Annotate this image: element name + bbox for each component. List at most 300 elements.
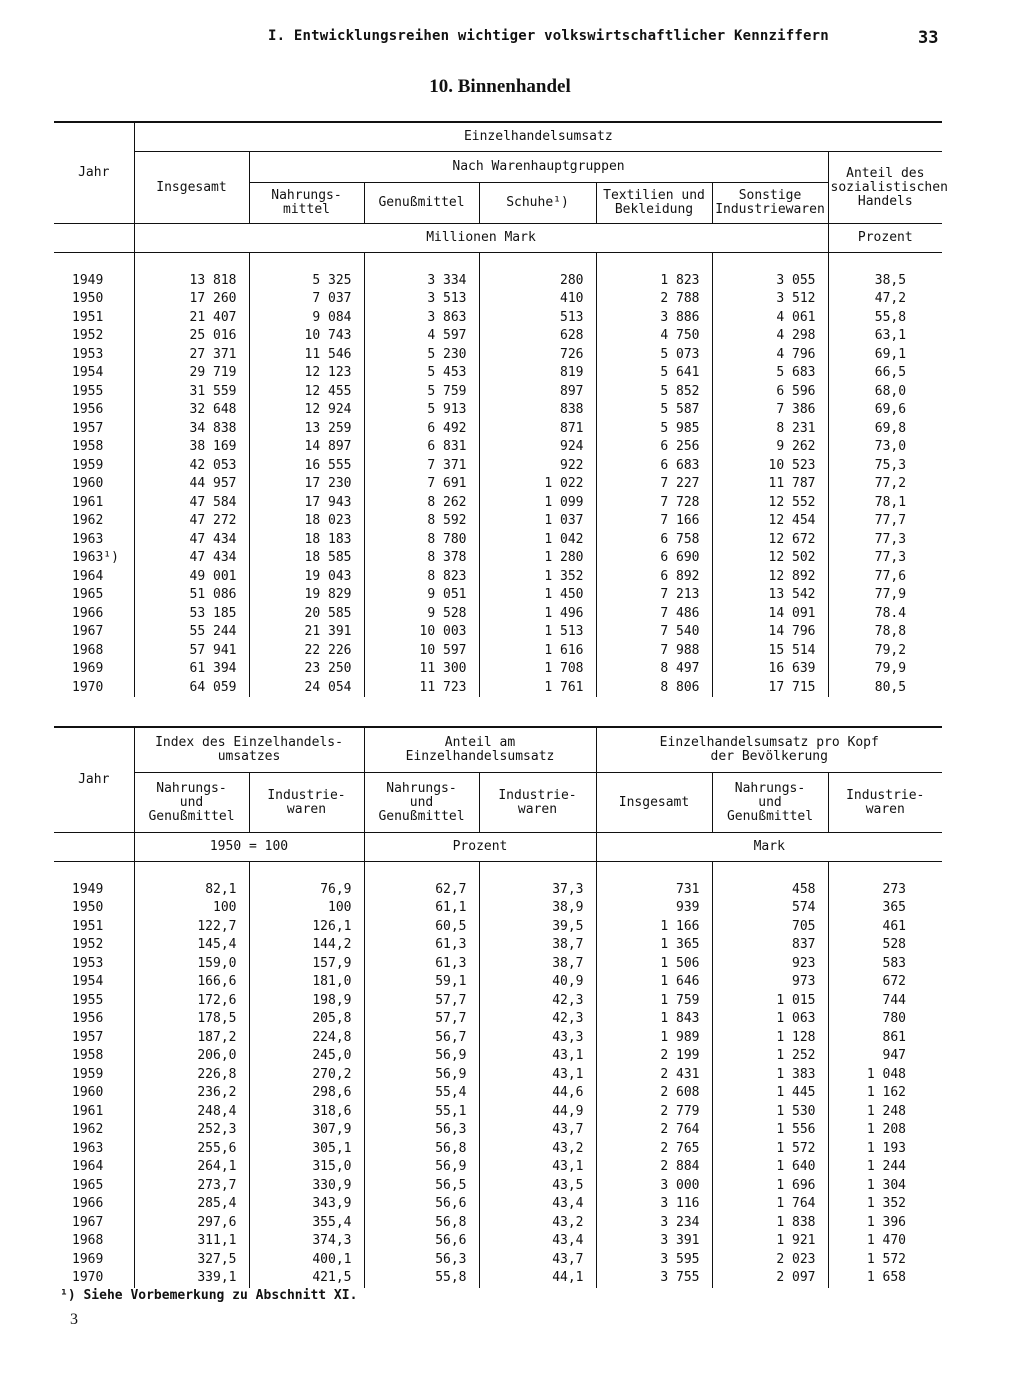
table-row <box>54 457 942 476</box>
value-cell: 1 099 <box>479 494 596 513</box>
value-cell: 2 199 <box>596 1047 712 1066</box>
value-cell: 2 431 <box>596 1066 712 1085</box>
value-cell: 78,8 <box>828 623 942 642</box>
value-cell: 57 941 <box>134 642 249 661</box>
value-cell: 1 383 <box>712 1066 828 1085</box>
table-row <box>54 272 942 291</box>
value-cell: 205,8 <box>249 1010 364 1029</box>
value-cell: 12 502 <box>712 549 828 568</box>
value-cell: 924 <box>479 438 596 457</box>
value-cell: 145,4 <box>134 936 249 955</box>
value-cell: 57,7 <box>364 992 479 1011</box>
value-cell: 11 546 <box>249 346 364 365</box>
value-cell: 69,1 <box>828 346 942 365</box>
table1-body <box>54 253 942 698</box>
value-cell: 861 <box>828 1029 942 1048</box>
value-cell: 298,6 <box>249 1084 364 1103</box>
value-cell: 77,7 <box>828 512 942 531</box>
header-anteil-am: Anteil am Einzelhandelsumsatz <box>364 727 596 773</box>
value-cell: 410 <box>479 290 596 309</box>
value-cell: 343,9 <box>249 1195 364 1214</box>
value-cell: 37,3 <box>479 881 596 900</box>
value-cell: 56,6 <box>364 1195 479 1214</box>
value-cell: 77,3 <box>828 549 942 568</box>
value-cell: 1 063 <box>712 1010 828 1029</box>
year-cell: 1962 <box>72 1122 104 1138</box>
table-index-anteil-kopf <box>54 726 942 1288</box>
value-cell: 73,0 <box>828 438 942 457</box>
value-cell: 1 843 <box>596 1010 712 1029</box>
header-kopf-industrie: Industrie- waren <box>828 773 942 833</box>
year-cell: 1957 <box>72 1029 104 1045</box>
header-jahr: Jahr <box>78 165 110 180</box>
value-cell: 780 <box>828 1010 942 1029</box>
table-row <box>54 549 942 568</box>
value-cell: 17 715 <box>712 679 828 698</box>
value-cell: 1 696 <box>712 1177 828 1196</box>
year-cell: 1955 <box>72 383 104 399</box>
value-cell: 25 016 <box>134 327 249 346</box>
value-cell: 126,1 <box>249 918 364 937</box>
unit-millionen-mark: Millionen Mark <box>134 224 828 253</box>
value-cell: 61 394 <box>134 660 249 679</box>
value-cell: 421,5 <box>249 1269 364 1288</box>
value-cell: 7 988 <box>596 642 712 661</box>
value-cell: 62,7 <box>364 881 479 900</box>
value-cell: 5 759 <box>364 383 479 402</box>
header-anteil-nahrung: Nahrungs- und Genußmittel <box>364 773 479 833</box>
value-cell: 122,7 <box>134 918 249 937</box>
table-row <box>54 955 942 974</box>
value-cell: 819 <box>479 364 596 383</box>
section-title: 10. Binnenhandel <box>429 76 571 97</box>
value-cell: 3 512 <box>712 290 828 309</box>
table-row <box>54 1269 942 1288</box>
year-cell: 1958 <box>72 1048 104 1064</box>
value-cell: 47 434 <box>134 531 249 550</box>
value-cell: 1 244 <box>828 1158 942 1177</box>
year-cell: 1958 <box>72 439 104 455</box>
table-row <box>54 1214 942 1233</box>
year-cell: 1969 <box>72 1251 104 1267</box>
year-cell: 1953 <box>72 346 104 362</box>
value-cell: 1 048 <box>828 1066 942 1085</box>
value-cell: 1 396 <box>828 1214 942 1233</box>
value-cell: 726 <box>479 346 596 365</box>
header-kopf-insgesamt: Insgesamt <box>596 773 712 833</box>
value-cell: 3 334 <box>364 272 479 291</box>
value-cell: 5 587 <box>596 401 712 420</box>
value-cell: 39,5 <box>479 918 596 937</box>
value-cell: 3 000 <box>596 1177 712 1196</box>
value-cell: 1 450 <box>479 586 596 605</box>
value-cell: 226,8 <box>134 1066 249 1085</box>
value-cell: 69,6 <box>828 401 942 420</box>
value-cell: 305,1 <box>249 1140 364 1159</box>
value-cell: 3 513 <box>364 290 479 309</box>
value-cell: 100 <box>249 899 364 918</box>
value-cell: 705 <box>712 918 828 937</box>
table-row <box>54 383 942 402</box>
value-cell: 224,8 <box>249 1029 364 1048</box>
value-cell: 1 193 <box>828 1140 942 1159</box>
value-cell: 23 250 <box>249 660 364 679</box>
value-cell: 42,3 <box>479 992 596 1011</box>
value-cell: 1 646 <box>596 973 712 992</box>
year-cell: 1950 <box>72 900 104 916</box>
header-jahr-spacer <box>54 224 134 253</box>
value-cell: 1 658 <box>828 1269 942 1288</box>
unit-index: 1950 = 100 <box>134 833 364 862</box>
header-schuhe: Schuhe¹) <box>479 183 596 224</box>
value-cell: 6 492 <box>364 420 479 439</box>
value-cell: 78,1 <box>828 494 942 513</box>
value-cell: 6 831 <box>364 438 479 457</box>
value-cell: 11 723 <box>364 679 479 698</box>
table-row <box>54 364 942 383</box>
value-cell: 5 683 <box>712 364 828 383</box>
value-cell: 6 256 <box>596 438 712 457</box>
value-cell: 77,6 <box>828 568 942 587</box>
year-cell: 1964 <box>72 568 104 584</box>
value-cell: 4 796 <box>712 346 828 365</box>
value-cell: 3 863 <box>364 309 479 328</box>
value-cell: 181,0 <box>249 973 364 992</box>
unit-mark: Mark <box>596 833 942 862</box>
table-row <box>54 309 942 328</box>
value-cell: 1 530 <box>712 1103 828 1122</box>
value-cell: 7 386 <box>712 401 828 420</box>
value-cell: 22 226 <box>249 642 364 661</box>
value-cell: 63,1 <box>828 327 942 346</box>
value-cell: 56,9 <box>364 1066 479 1085</box>
value-cell: 5 325 <box>249 272 364 291</box>
spacer-row <box>54 862 942 881</box>
value-cell: 198,9 <box>249 992 364 1011</box>
value-cell: 56,5 <box>364 1177 479 1196</box>
value-cell: 838 <box>479 401 596 420</box>
value-cell: 248,4 <box>134 1103 249 1122</box>
year-cell: 1970 <box>72 1270 104 1286</box>
value-cell: 38,7 <box>479 936 596 955</box>
value-cell: 14 897 <box>249 438 364 457</box>
signature-mark: 3 <box>70 1311 78 1328</box>
header-jahr-2-spacer <box>54 833 134 862</box>
header-insgesamt: Insgesamt <box>134 152 249 224</box>
table-row <box>54 1158 942 1177</box>
value-cell: 56,9 <box>364 1047 479 1066</box>
value-cell: 3 234 <box>596 1214 712 1233</box>
value-cell: 365 <box>828 899 942 918</box>
value-cell: 5 230 <box>364 346 479 365</box>
value-cell: 12 455 <box>249 383 364 402</box>
value-cell: 6 596 <box>712 383 828 402</box>
value-cell: 38,9 <box>479 899 596 918</box>
value-cell: 55,1 <box>364 1103 479 1122</box>
value-cell: 61,3 <box>364 955 479 974</box>
year-cell: 1954 <box>72 365 104 381</box>
running-head: I. Entwicklungsreihen wichtiger volkswirtschaftlicher Kennziffern <box>268 28 829 44</box>
value-cell: 100 <box>134 899 249 918</box>
value-cell: 13 818 <box>134 272 249 291</box>
value-cell: 55 244 <box>134 623 249 642</box>
spacer-row <box>54 253 942 272</box>
value-cell: 55,4 <box>364 1084 479 1103</box>
value-cell: 42,3 <box>479 1010 596 1029</box>
value-cell: 47 272 <box>134 512 249 531</box>
value-cell: 56,9 <box>364 1158 479 1177</box>
value-cell: 43,1 <box>479 1158 596 1177</box>
value-cell: 43,1 <box>479 1066 596 1085</box>
value-cell: 4 061 <box>712 309 828 328</box>
header-nach-warenhauptgruppen: Nach Warenhauptgruppen <box>249 152 828 183</box>
value-cell: 43,3 <box>479 1029 596 1048</box>
value-cell: 79,9 <box>828 660 942 679</box>
table-row <box>54 420 942 439</box>
value-cell: 66,5 <box>828 364 942 383</box>
value-cell: 7 371 <box>364 457 479 476</box>
year-cell: 1949 <box>72 272 104 288</box>
value-cell: 159,0 <box>134 955 249 974</box>
year-cell: 1966 <box>72 1196 104 1212</box>
value-cell: 7 486 <box>596 605 712 624</box>
value-cell: 1 352 <box>828 1195 942 1214</box>
value-cell: 56,8 <box>364 1214 479 1233</box>
year-cell: 1956 <box>72 1011 104 1027</box>
value-cell: 77,9 <box>828 586 942 605</box>
value-cell: 206,0 <box>134 1047 249 1066</box>
value-cell: 43,2 <box>479 1140 596 1159</box>
value-cell: 68,0 <box>828 383 942 402</box>
value-cell: 1 280 <box>479 549 596 568</box>
value-cell: 6 758 <box>596 531 712 550</box>
value-cell: 273 <box>828 881 942 900</box>
table-row <box>54 1140 942 1159</box>
value-cell: 2 779 <box>596 1103 712 1122</box>
value-cell: 8 262 <box>364 494 479 513</box>
value-cell: 11 787 <box>712 475 828 494</box>
table-row <box>54 679 942 698</box>
value-cell: 79,2 <box>828 642 942 661</box>
value-cell: 82,1 <box>134 881 249 900</box>
value-cell: 672 <box>828 973 942 992</box>
table-row <box>54 1251 942 1270</box>
value-cell: 5 985 <box>596 420 712 439</box>
value-cell: 327,5 <box>134 1251 249 1270</box>
year-cell: 1954 <box>72 974 104 990</box>
value-cell: 7 227 <box>596 475 712 494</box>
year-cell: 1969 <box>72 661 104 677</box>
value-cell: 53 185 <box>134 605 249 624</box>
value-cell: 280 <box>479 272 596 291</box>
header-index-nahrung: Nahrungs- und Genußmittel <box>134 773 249 833</box>
value-cell: 32 648 <box>134 401 249 420</box>
year-cell: 1962 <box>72 513 104 529</box>
year-cell: 1952 <box>72 328 104 344</box>
value-cell: 60,5 <box>364 918 479 937</box>
value-cell: 4 597 <box>364 327 479 346</box>
page-number: 33 <box>918 28 939 48</box>
year-cell: 1950 <box>72 291 104 307</box>
table-einzelhandelsumsatz <box>54 121 948 697</box>
table-row <box>54 660 942 679</box>
table-row <box>54 881 942 900</box>
value-cell: 9 528 <box>364 605 479 624</box>
year-cell: 1951 <box>72 918 104 934</box>
value-cell: 47,2 <box>828 290 942 309</box>
header-kopf-nahrung: Nahrungs- und Genußmittel <box>712 773 828 833</box>
table-row <box>54 1066 942 1085</box>
value-cell: 27 371 <box>134 346 249 365</box>
table-row <box>54 623 942 642</box>
year-cell: 1955 <box>72 992 104 1008</box>
value-cell: 731 <box>596 881 712 900</box>
value-cell: 7 213 <box>596 586 712 605</box>
value-cell: 1 022 <box>479 475 596 494</box>
value-cell: 252,3 <box>134 1121 249 1140</box>
value-cell: 64 059 <box>134 679 249 698</box>
year-cell: 1961 <box>72 1103 104 1119</box>
header-textilien: Textilien und Bekleidung <box>596 183 712 224</box>
year-cell: 1967 <box>72 624 104 640</box>
value-cell: 61,3 <box>364 936 479 955</box>
value-cell: 43,7 <box>479 1251 596 1270</box>
value-cell: 1 838 <box>712 1214 828 1233</box>
value-cell: 1 304 <box>828 1177 942 1196</box>
year-cell: 1960 <box>72 1085 104 1101</box>
value-cell: 47 434 <box>134 549 249 568</box>
value-cell: 18 023 <box>249 512 364 531</box>
year-cell: 1952 <box>72 937 104 953</box>
value-cell: 315,0 <box>249 1158 364 1177</box>
value-cell: 55,8 <box>828 309 942 328</box>
value-cell: 1 513 <box>479 623 596 642</box>
year-cell: 1967 <box>72 1214 104 1230</box>
value-cell: 19 829 <box>249 586 364 605</box>
value-cell: 10 743 <box>249 327 364 346</box>
value-cell: 12 123 <box>249 364 364 383</box>
value-cell: 21 391 <box>249 623 364 642</box>
year-cell: 1965 <box>72 587 104 603</box>
header-index: Index des Einzelhandels- umsatzes <box>134 727 364 773</box>
table-row <box>54 1010 942 1029</box>
value-cell: 44,1 <box>479 1269 596 1288</box>
value-cell: 9 262 <box>712 438 828 457</box>
value-cell: 5 852 <box>596 383 712 402</box>
value-cell: 5 913 <box>364 401 479 420</box>
value-cell: 20 585 <box>249 605 364 624</box>
value-cell: 56,7 <box>364 1029 479 1048</box>
value-cell: 4 750 <box>596 327 712 346</box>
value-cell: 38,5 <box>828 272 942 291</box>
table-row <box>54 327 942 346</box>
year-cell: 1966 <box>72 605 104 621</box>
value-cell: 56,3 <box>364 1121 479 1140</box>
year-cell: 1963¹) <box>72 550 119 566</box>
value-cell: 374,3 <box>249 1232 364 1251</box>
value-cell: 947 <box>828 1047 942 1066</box>
value-cell: 744 <box>828 992 942 1011</box>
value-cell: 34 838 <box>134 420 249 439</box>
value-cell: 77,2 <box>828 475 942 494</box>
value-cell: 16 555 <box>249 457 364 476</box>
value-cell: 7 540 <box>596 623 712 642</box>
header-anteil-industrie: Industrie- waren <box>479 773 596 833</box>
value-cell: 400,1 <box>249 1251 364 1270</box>
year-cell: 1949 <box>72 881 104 897</box>
value-cell: 38,7 <box>479 955 596 974</box>
value-cell: 78.4 <box>828 605 942 624</box>
year-cell: 1963 <box>72 531 104 547</box>
value-cell: 1 015 <box>712 992 828 1011</box>
value-cell: 3 595 <box>596 1251 712 1270</box>
value-cell: 6 892 <box>596 568 712 587</box>
value-cell: 1 496 <box>479 605 596 624</box>
value-cell: 12 454 <box>712 512 828 531</box>
value-cell: 8 823 <box>364 568 479 587</box>
value-cell: 458 <box>712 881 828 900</box>
table-row <box>54 290 942 309</box>
table-row <box>54 1029 942 1048</box>
value-cell: 14 091 <box>712 605 828 624</box>
table2-body <box>54 862 942 1288</box>
year-cell: 1957 <box>72 420 104 436</box>
value-cell: 17 943 <box>249 494 364 513</box>
year-cell: 1968 <box>72 642 104 658</box>
value-cell: 69,8 <box>828 420 942 439</box>
value-cell: 24 054 <box>249 679 364 698</box>
value-cell: 57,7 <box>364 1010 479 1029</box>
value-cell: 3 391 <box>596 1232 712 1251</box>
value-cell: 318,6 <box>249 1103 364 1122</box>
table-row <box>54 899 942 918</box>
value-cell: 17 260 <box>134 290 249 309</box>
table-row <box>54 438 942 457</box>
table-row <box>54 1047 942 1066</box>
table-row <box>54 531 942 550</box>
value-cell: 2 788 <box>596 290 712 309</box>
value-cell: 3 055 <box>712 272 828 291</box>
value-cell: 583 <box>828 955 942 974</box>
value-cell: 923 <box>712 955 828 974</box>
table-row <box>54 918 942 937</box>
value-cell: 42 053 <box>134 457 249 476</box>
value-cell: 1 921 <box>712 1232 828 1251</box>
table-row <box>54 401 942 420</box>
header-einzelhandelsumsatz: Einzelhandelsumsatz <box>134 122 942 152</box>
value-cell: 61,1 <box>364 899 479 918</box>
value-cell: 16 639 <box>712 660 828 679</box>
value-cell: 1 764 <box>712 1195 828 1214</box>
header-jahr-2: Jahr <box>78 772 110 787</box>
value-cell: 38 169 <box>134 438 249 457</box>
value-cell: 1 042 <box>479 531 596 550</box>
table-row <box>54 1232 942 1251</box>
value-cell: 1 761 <box>479 679 596 698</box>
header-genussmittel: Genußmittel <box>364 183 479 224</box>
year-cell: 1953 <box>72 955 104 971</box>
value-cell: 17 230 <box>249 475 364 494</box>
value-cell: 43,5 <box>479 1177 596 1196</box>
table-row <box>54 605 942 624</box>
year-cell: 1959 <box>72 1066 104 1082</box>
year-cell: 1964 <box>72 1159 104 1175</box>
value-cell: 44,6 <box>479 1084 596 1103</box>
value-cell: 1 166 <box>596 918 712 937</box>
value-cell: 255,6 <box>134 1140 249 1159</box>
value-cell: 1 248 <box>828 1103 942 1122</box>
value-cell: 2 023 <box>712 1251 828 1270</box>
